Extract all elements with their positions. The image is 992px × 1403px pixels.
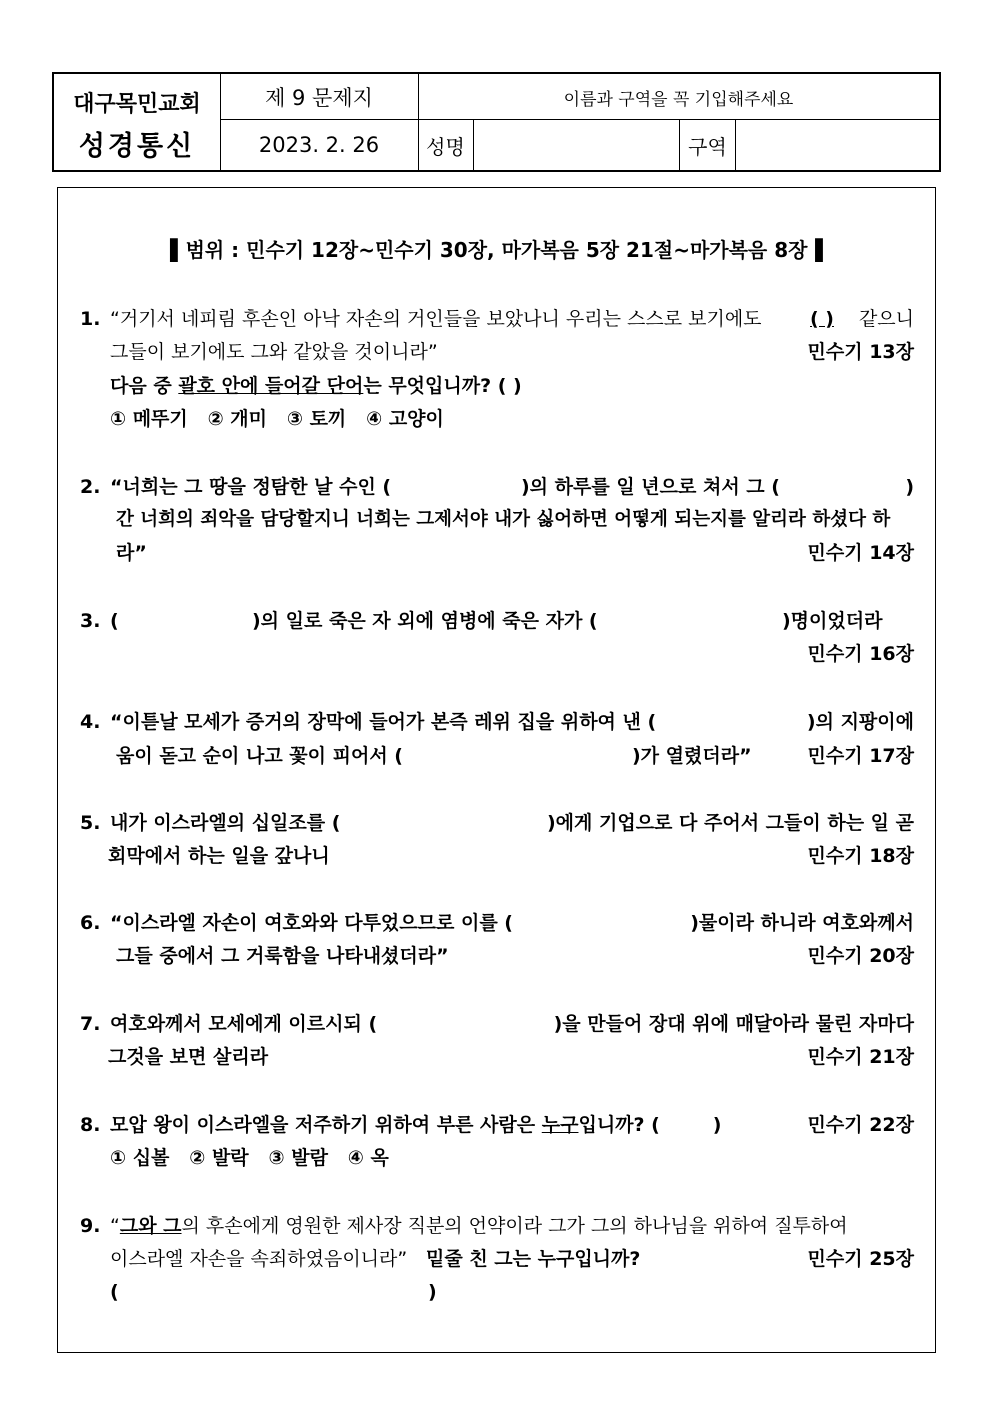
question-text: 2.	[80, 476, 101, 498]
question-text: 그들 중에서 그 거룩함을 나타내셨더라”	[116, 945, 449, 967]
question-1-options: ① 메뚜기 ② 개미 ③ 토끼 ④ 고양이	[110, 408, 444, 430]
name-field[interactable]	[474, 120, 679, 170]
question-text: 6.	[80, 912, 101, 934]
question-8-options: ① 십볼 ② 발락 ③ 발람 ④ 옥	[110, 1147, 389, 1169]
question-text: 밑줄 친 그는 누구입니까?	[426, 1248, 641, 1270]
question-7-ref: 민수기 21장	[807, 1046, 914, 1068]
question-text: “이튿날 모세가 증거의 장막에 들어가 본즉 레위 집을 위하여 낸 (	[110, 711, 657, 733]
question-1	[80, 306, 914, 430]
question-box	[57, 187, 936, 1353]
name-label: 성명	[426, 134, 465, 159]
question-text: “너희는 그 땅을 정탐한 날 수인 (	[110, 476, 392, 498]
question-3-ref: 민수기 16장	[807, 643, 914, 665]
question-2-ref: 민수기 14장	[807, 542, 914, 564]
question-text: 모압 왕이 이스라엘을 저주하기 위하여 부른 사람은	[110, 1114, 536, 1136]
question-text: 입니까? ( )	[578, 1114, 722, 1136]
question-text: 누구	[541, 1114, 579, 1136]
question-text: ( )	[810, 308, 834, 330]
question-8	[80, 1112, 914, 1172]
question-text: )을 만들어 장대 위에 매달아라 물린 자마다	[553, 1013, 914, 1035]
question-text: )	[428, 1281, 437, 1303]
issue-date: 2023. 2. 26	[258, 133, 380, 157]
district-label: 구역	[688, 134, 727, 159]
church-name: 대구목민교회	[73, 91, 201, 117]
question-text: 괄호 안에 들어갈 단어	[178, 375, 364, 397]
question-2	[80, 474, 914, 564]
question-text: )에게 기업으로 다 주어서 그들이 하는 일 곧	[546, 812, 914, 834]
question-text: 간 너희의 죄악을 담당할지니 너희는 그제서야 내가 싫어하면 어떻게 되는지를 알리라 하셨다 하	[116, 509, 891, 530]
question-6	[80, 910, 914, 970]
question-text: (	[110, 610, 119, 632]
question-text: 여호와께서 모세에게 이르시되 (	[110, 1013, 378, 1035]
newsletter-title: 성경통신	[78, 130, 196, 162]
question-text: 그들이 보기에도 그와 같았을 것이니라”	[110, 341, 438, 363]
question-text: 4.	[80, 711, 101, 733]
question-text: 3.	[80, 610, 101, 632]
question-text: )의 지팡이에	[806, 711, 914, 733]
question-8-ref: 민수기 22장	[807, 1114, 914, 1136]
question-4	[80, 709, 914, 769]
question-6-ref: 민수기 20장	[807, 945, 914, 967]
question-text: 7.	[80, 1013, 101, 1035]
question-text: )물이라 하니라 여호와께서	[690, 912, 914, 934]
question-text: 같으니	[858, 308, 914, 330]
question-text: 움이 돋고 순이 나고 꽃이 피어서 (	[116, 745, 403, 767]
question-text: 그것을 보면 살리라	[108, 1046, 269, 1068]
question-text: 이스라엘 자손을 속죄하였음이니라”	[110, 1248, 408, 1270]
question-text: 9.	[80, 1215, 101, 1237]
header-table	[52, 72, 941, 172]
question-text: 8.	[80, 1114, 101, 1136]
district-field[interactable]	[736, 120, 939, 170]
issue-number: 제 9 문제지	[265, 86, 373, 110]
range-heading: ▌범위 : 민수기 12장~민수기 30장, 마가복음 5장 21절~마가복음 8장▐	[170, 238, 823, 262]
question-text: “거기서 네피림 후손인 아낙 자손의 거인들을 보았나니 우리는 스스로 보기에도	[110, 308, 762, 330]
question-text: 의 후손에게 영원한 제사장 직분의 언약이라 그가 그의 하나님을 위하여 질투하여	[181, 1215, 848, 1237]
question-text: )	[905, 476, 914, 498]
question-text: 라”	[116, 542, 147, 564]
question-7	[80, 1011, 914, 1071]
question-text: (	[110, 1281, 119, 1303]
question-text: )명이었더라	[782, 610, 883, 632]
question-text: 5.	[80, 812, 101, 834]
question-text: “이스라엘 자손이 여호와와 다투었으므로 이를 (	[110, 912, 513, 934]
question-text: )의 하루를 일 년으로 쳐서 그 (	[521, 476, 780, 498]
notice-text: 이름과 구역을 꼭 기입해주세요	[563, 89, 794, 110]
question-3	[80, 608, 914, 668]
question-5	[80, 810, 914, 870]
question-1-ref: 민수기 13장	[807, 341, 914, 363]
question-text: 1.	[80, 308, 101, 330]
question-9-ref: 민수기 25장	[807, 1248, 914, 1270]
question-text: “	[110, 1215, 120, 1237]
question-5-ref: 민수기 18장	[807, 845, 914, 867]
question-text: )의 일로 죽은 자 외에 염병에 죽은 자가 (	[252, 610, 598, 632]
question-text: 다음 중	[110, 375, 172, 397]
question-text: )가 열렸더라”	[632, 745, 752, 767]
question-text: 는 무엇입니까? ( )	[363, 375, 522, 397]
question-text: 그와 그	[119, 1215, 182, 1237]
question-text: 회막에서 하는 일을 갚나니	[108, 845, 330, 867]
question-9	[80, 1213, 914, 1313]
question-text: 내가 이스라엘의 십일조를 (	[110, 812, 341, 834]
question-4-ref: 민수기 17장	[807, 745, 914, 767]
